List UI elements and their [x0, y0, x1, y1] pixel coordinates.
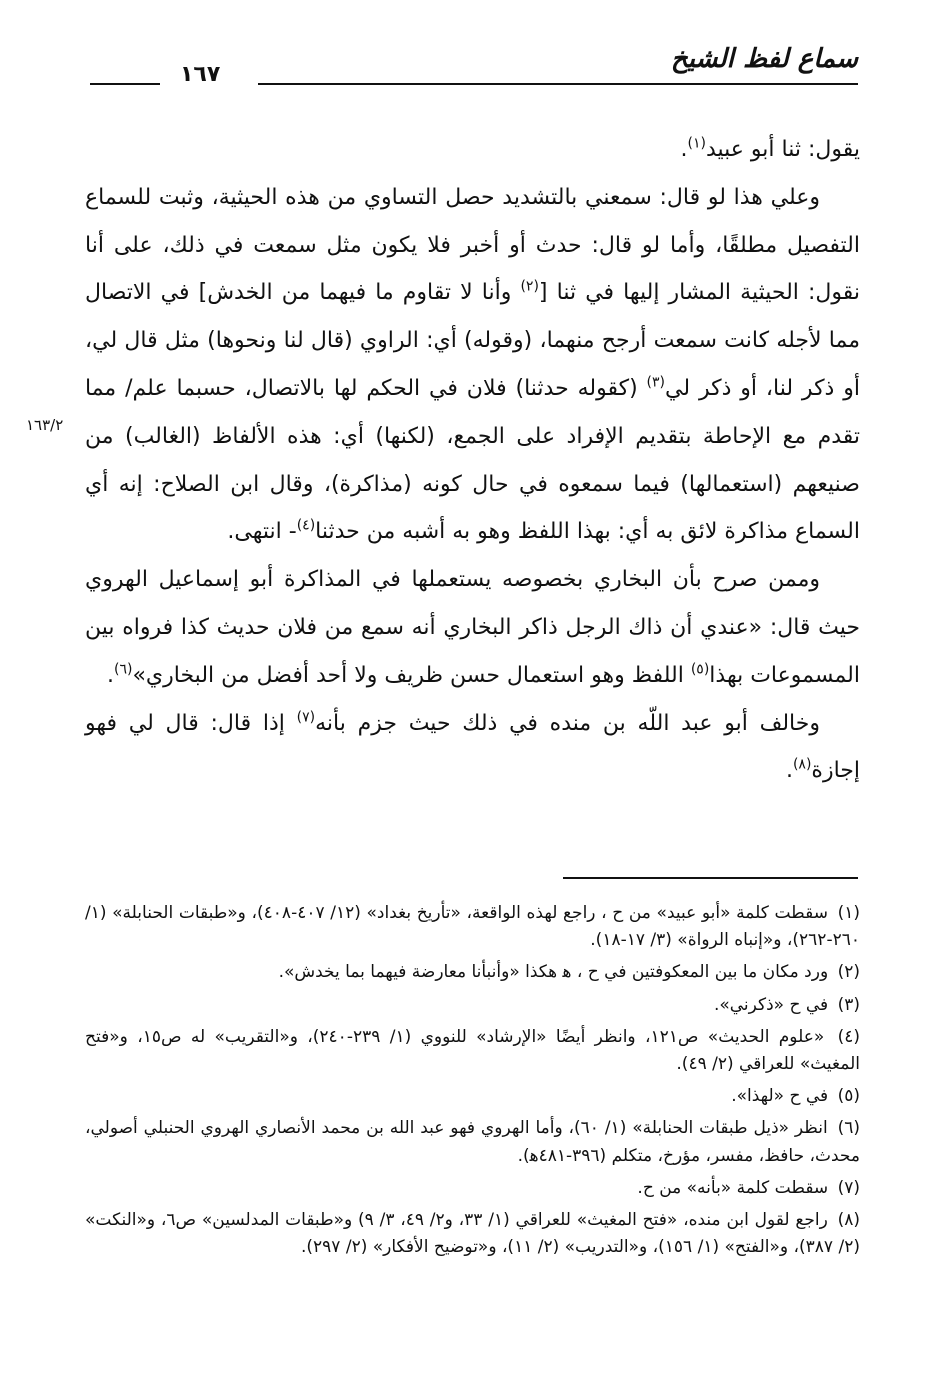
header-rule [258, 83, 858, 85]
footnote-text: سقطت كلمة «بأنه» من ح. [637, 1177, 829, 1198]
footnote [85, 900, 860, 954]
footnote-number: (١) [837, 903, 861, 923]
paragraph [85, 556, 860, 699]
paragraph-text: - انتهى. [227, 519, 297, 545]
footnote-marker: (٨) [792, 757, 812, 774]
footnote [85, 992, 860, 1019]
main-text [85, 126, 860, 795]
page-number: ١٦٧ [180, 62, 221, 87]
footnote-number: (٦) [837, 1118, 861, 1139]
paragraph-text: يقول: ثنا أبو عبيد [705, 137, 860, 162]
footnote [85, 1115, 860, 1169]
margin-reference: ١٦٣/٢ [26, 416, 64, 434]
paragraph [85, 126, 860, 174]
footnote [85, 1175, 860, 1202]
paragraph-text: . [785, 758, 793, 784]
paragraph-text: اللفظ وهو استعمال حسن ظريف ولا أحد أفضل من البخاري» [132, 662, 691, 688]
footnotes [85, 900, 860, 1266]
footnote-marker: (٦) [114, 661, 133, 678]
footnote-number: (٤) [837, 1026, 861, 1047]
footnote-text: ورد مكان ما بين المعكوفتين في ح ، ﻫ هكذا «وأنبأنا معارضة فيهما بما يخدش». [278, 962, 829, 983]
footnote-text: انظر «ذيل طبقات الحنابلة» (١/ ٦٠)، وأما الهروي فهو عبد الله بن محمد الأنصاري الهروي الحنبلي أصولي، محدث، حافظ، مفسر، مؤرخ، متكلم (٣٩٦-٤٨١ﻫ). [85, 1118, 860, 1166]
footnote-marker: (٢) [520, 279, 539, 296]
paragraph-text: وعلي هذا لو قال: سمعني بالتشديد حصل التساوي من هذه الحيثية، وثبت للسماع التفصيل مطلقًا، وأما لو قال: حدث أو أخبر فلا يكون مثل سمعت في ذلك، على أنا نقول: الحيثية المشار إليها في ثنا [ [85, 184, 861, 306]
paragraph [85, 174, 860, 556]
footnote-marker: (٤) [296, 518, 316, 535]
footnote-marker: (٥) [690, 661, 710, 678]
footnote [85, 959, 860, 986]
footnote-marker: (٧) [296, 709, 316, 726]
footnote-text: «علوم الحديث» ص١٢١، وانظر أيضًا «الإرشاد» للنووي (١/ ٢٣٩-٢٤٠)، و«التقريب» له ص١٥، و«فتح المغيث» للعراقي (٢/ ٤٩). [85, 1026, 860, 1075]
paragraph-text: إذا قال: قال لي فهو إجازة [85, 710, 860, 784]
footnote-number: (٣) [837, 994, 860, 1015]
footnote [85, 1207, 860, 1261]
footnote-marker: (٣) [646, 374, 666, 391]
footnote [85, 1083, 860, 1110]
footnote-text: سقطت كلمة «أبو عبيد» من ح ، راجع لهذه الواقعة، «تأريخ بغداد» (١٢/ ٤٠٧-٤٠٨)، و«طبقات الحنابلة» (١/ ٢٦٠-٢٦٢)، و«إنباه الرواة» (٣/ ١٧-١٨). [85, 903, 860, 951]
running-title: سماع لفظ الشيخ [670, 44, 858, 74]
paragraph-text: وممن صرح بأن البخاري بخصوصه يستعملها في المذاكرة أبو إسماعيل الهروي حيث قال: «عندي أن ذاك الرجل ذاكر البخاري أنه سمع من فلان حديث كذا فرواه بين المسموعات بهذا [85, 567, 860, 688]
footnote-number: (٥) [837, 1086, 860, 1107]
paragraph-text: . [680, 137, 688, 162]
footnote-text: راجع لقول ابن منده، «فتح المغيث» للعراقي (١/ ٣٣، و٢/ ٤٩، ٣/ ٩) و«طبقات المدلسين» ص٦، و«النكت» (٢/ ٣٨٧)، و«الفتح» (١/ ١٥٦)، و«التدريب» (٢/ ١١)، و«توضيح الأفكار» (٢/ ٢٩٧). [85, 1210, 860, 1258]
paragraph-text: . [107, 662, 114, 688]
footnote-text: في ح «ذكرني». [713, 994, 829, 1015]
paragraph-text: (كقوله حدثنا) فلان في الحكم لها بالاتصال، حسبما علم/ مما تقدم مع الإحاطة بتقديم الإفراد على الجمع، (لكنها) أي: هذه الألفاظ (الغالب) من صنيعهم (استعمالها) فيما سمعوه في حال كونه (مذاكرة)، وقال ابن الصلاح: إنه أي السماع مذاكرة لائق به أي: بهذا اللفظ وهو به أشبه من حدثنا [85, 375, 860, 545]
footnote-number: (٧) [837, 1177, 860, 1198]
paragraph [85, 700, 860, 796]
footnote-number: (٨) [837, 1210, 861, 1231]
footnote-text: في ح «لهذا». [731, 1086, 829, 1107]
header-rule-short [90, 83, 160, 85]
footnote-number: (٢) [837, 962, 860, 983]
paragraph-text: وخالف أبو عبد اللّه بن منده في ذلك حيث جزم بأنه [315, 710, 820, 736]
paragraph-text: وأنا لا تقاوم ما فيهما من الخدش] في الاتصال مما لأجله كانت سمعت أرجح منهما، (وقوله) أي: الراوي (قال لنا ونحوها) مثل قال لي، أو ذكر لنا، أو ذكر لي [85, 280, 860, 401]
footnote-marker: (١) [687, 135, 706, 152]
footnote [85, 1024, 860, 1078]
footnote-separator [563, 877, 858, 879]
